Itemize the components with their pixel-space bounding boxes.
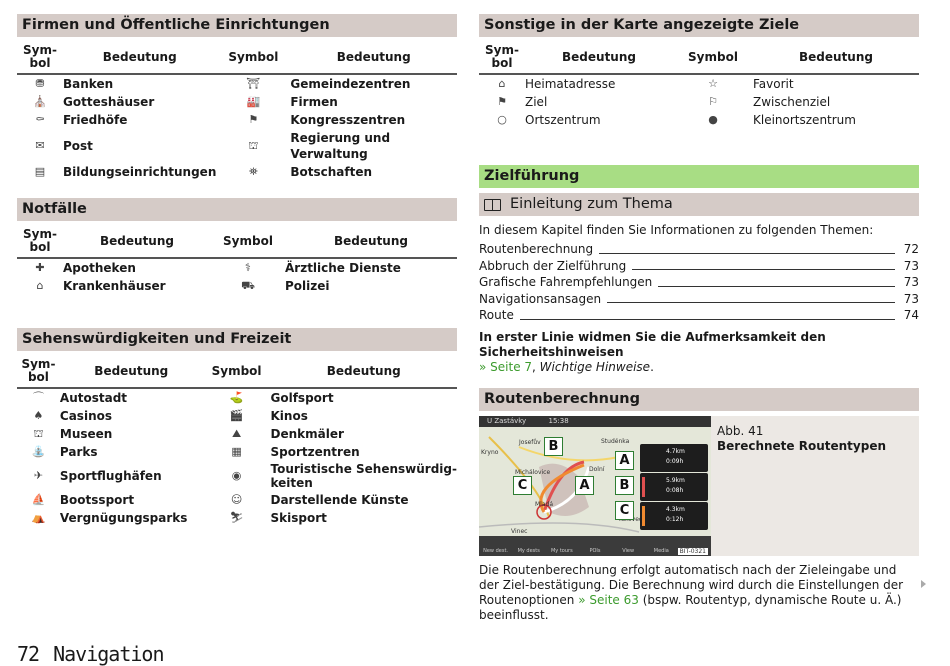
meaning: Casinos [59,409,112,423]
meaning: Polizei [285,279,330,293]
intro-title: Einleitung zum Thema [510,196,673,212]
col-bedeutung: Bedeutung [525,43,673,74]
figure-code: BIT-0321 [679,547,706,555]
table-row [17,443,457,461]
boat-icon: ⛵ [31,493,46,506]
congress-flags-icon: ⚑ [248,113,259,126]
nav-screenshot [479,416,711,556]
small-town-center-icon: ● [708,113,718,126]
col-bedeutung-2: Bedeutung [271,357,458,388]
cinema-icon: 🎬 [229,409,244,422]
col-symbol-2: Symbol [673,43,753,74]
callout-b: B [544,437,563,456]
meaning: Denkmäler [270,427,344,441]
meaning: Kinos [270,409,308,423]
meaning: Sportzentren [270,445,360,459]
meaning: Gotteshäuser [63,95,155,109]
waypoint-flag-icon: ⚐ [708,95,718,108]
church-icon: ⛪ [33,95,47,108]
meaning: Firmen [290,95,338,109]
col-bedeutung: Bedeutung [63,43,216,74]
route-c[interactable] [640,502,708,530]
page-footer [17,642,164,666]
nav-button-bar [479,536,711,556]
meaning: Skisport [270,511,327,525]
meaning: Gemeindezentren [290,77,411,91]
toc-label: Abbruch der Zielführung [479,258,627,273]
my-dests-button[interactable]: My dests [517,547,540,554]
section-title: Sehenswürdigkeiten und Freizeit [17,328,457,351]
toc-label: Route [479,308,514,322]
figure-label: Abb. 41 [717,423,764,438]
education-icon: ▤ [34,165,46,178]
park-icon: ⛲ [31,445,46,458]
toc-list [479,241,919,324]
page-number: 72 [17,642,40,666]
meaning: Vergnügungsparks [59,511,188,525]
table-row [17,93,457,111]
section-firmen [17,14,457,198]
section-title: Sonstige in der Karte angezeigte Ziele [479,14,919,37]
meaning: Banken [63,77,114,91]
toc-page: 73 [903,258,919,273]
section-title: Notfälle [17,198,457,221]
meaning: Ärztliche Dienste [285,261,401,275]
map-label: Studénka [601,437,630,445]
meaning: Kongresszentren [290,113,406,127]
meaning: Botschaften [290,165,373,179]
map-label: Mladá [535,500,554,508]
routen-link[interactable]: » Seite 63 [578,592,639,607]
table-row [17,388,457,407]
theater-icon: ☺ [230,493,243,506]
meaning: Parks [59,445,98,459]
mail-icon: ✉ [35,139,45,152]
col-bedeutung: Bedeutung [60,357,203,388]
cemetery-icon: ⚰ [35,113,45,126]
col-bedeutung-2: Bedeutung [285,227,457,258]
section-notfaelle [17,198,457,328]
col-bedeutung-2: Bedeutung [753,43,919,74]
chapter-title: Zielführung [479,165,919,188]
callout-a: A [575,476,594,495]
table-row [479,74,919,93]
table-row [17,509,457,527]
toc-item[interactable] [479,274,919,291]
routen-text-1: Die Routenberechnung erfolgt automatisch nach der Zieleingabe und der Ziel-bestätigung. Die Berechnung wird durch die Einstellungen der Routenoptionen [479,562,904,607]
hospital-icon: ⌂ [36,279,44,292]
col-symbol-2: Symbol [211,227,285,258]
toc-page: 73 [903,275,919,289]
col-bedeutung: Bedeutung [63,227,211,258]
meaning: Touristische Sehenswürdig- keiten [270,462,457,490]
section-sehenswuerdigkeiten [17,328,457,527]
media-button[interactable]: Media [653,547,669,554]
toc-page: 72 [903,242,919,256]
meaning: Friedhöfe [63,113,128,127]
right-column [479,14,919,623]
table-row [17,425,457,443]
meaning: Bootssport [59,493,135,507]
intro-text: In diesem Kapitel finden Sie Informationen zu folgenden Themen: [479,223,874,237]
map-label: Josefův [519,438,541,446]
airfield-icon: ✈ [33,469,44,482]
toc-item[interactable] [479,241,919,258]
symbol-table [17,43,457,181]
map-label: Kryno [481,448,499,456]
status-bar [479,416,711,427]
table-row [479,111,919,129]
ski-icon: ⛷ [229,511,244,524]
table-row [17,111,457,129]
toc-label: Routenberechnung [479,242,594,256]
table-row [17,491,457,509]
figure-caption [711,416,892,556]
toc-item[interactable] [479,291,919,308]
safety-note: In erster Linie widmen Sie die Aufmerksamkeit den Sicherheitshinweisen » Seite 7, Wichtige Hinweise. [479,329,826,374]
monument-icon: ⛰ [231,427,242,440]
routen-text [479,563,919,623]
col-symbol: Sym- bol [17,357,60,388]
symbol-table [17,357,457,527]
meaning: Bildungseinrichtungen [63,165,217,179]
meaning: Museen [59,427,113,441]
museum-icon: ⛫ [33,427,44,440]
col-symbol: Sym- bol [17,43,63,74]
route-time: 0:08h [666,486,684,494]
new-dest-button[interactable]: New dest. [483,547,509,554]
town-center-icon: ○ [497,113,507,126]
pois-button[interactable]: POIs [589,547,601,554]
section-title: Firmen und Öffentliche Einrichtungen [17,14,457,37]
destination-flag-icon: ⚑ [497,95,507,108]
route-time: 0:09h [666,457,684,465]
toc-page: 74 [903,308,919,322]
government-icon: ⛫ [248,139,259,152]
routen-text-2: (bspw. Routentyp, dynamische Route u. Ä.) beeinflusst. [479,592,902,622]
section-sonstige [479,14,919,165]
amusement-park-icon: ⛺ [31,511,46,524]
meaning: Krankenhäuser [63,279,166,293]
note-bold: In erster Linie widmen Sie die Aufmerksamkeit den Sicherheitshinweisen [479,329,826,359]
map-label: Vinec [511,527,528,535]
police-icon: ⛟ [241,279,255,292]
sports-center-icon: ▦ [231,445,242,458]
view-button[interactable]: View [622,547,635,554]
bank-icon: ⛃ [35,77,45,90]
meaning: Regierung und Verwaltung [290,131,391,161]
meaning: Apotheken [63,261,136,275]
pharmacy-icon: ✚ [35,261,45,274]
meaning: Autostadt [59,391,128,405]
embassy-icon: ⛯ [248,165,258,178]
col-symbol: Sym- bol [17,227,63,258]
note-link[interactable]: » Seite 7 [479,359,533,374]
meaning: Kleinortszentrum [753,113,856,127]
route-dist: 5.9km [666,476,685,484]
meaning: Golfsport [270,391,334,405]
callout-c: C [615,501,634,520]
table-row [17,129,457,163]
callout-b: B [615,476,634,495]
community-center-icon: ⛩ [246,77,261,90]
figure-title: Berechnete Routentypen [717,438,887,453]
col-bedeutung-2: Bedeutung [290,43,457,74]
table-row [17,277,457,295]
callout-c: C [513,476,532,495]
col-symbol-2: Symbol [203,357,271,388]
chapter-name: Navigation [53,642,164,666]
continue-arrow-icon [921,580,926,588]
note-italic: Wichtige Hinweise [539,359,651,374]
medical-icon: ⚕ [245,261,251,274]
book-icon [484,199,502,211]
autocity-icon: ⌒ [32,391,44,404]
golf-icon: ⛳ [229,391,244,404]
toc-item[interactable] [479,258,919,275]
map-label: Michálovice [515,468,551,476]
intro-heading [479,193,919,216]
table-row [479,93,919,111]
route-dist: 4.7km [666,447,685,455]
route-a[interactable] [640,444,708,472]
table-row [17,258,457,277]
clock: 15:38 [548,416,569,425]
symbol-table [17,227,457,295]
casino-icon: ♠ [33,409,44,422]
route-b[interactable] [640,473,708,501]
factory-icon: 🏭 [246,95,261,108]
table-row [17,407,457,425]
meaning: Favorit [753,77,794,91]
map-label: Dolní [589,465,605,473]
meaning: Ortszentrum [525,113,601,127]
toc-label: Grafische Fahrempfehlungen [479,275,653,289]
star-icon: ☆ [708,77,718,90]
symbol-table [479,43,919,129]
route-dist: 4.3km [666,505,685,513]
toc-item[interactable] [479,307,919,324]
callout-a: A [615,451,634,470]
col-symbol: Sym- bol [479,43,525,74]
table-row [17,163,457,181]
table-row [17,74,457,93]
section-title: Routenberechnung [479,388,919,411]
meaning: Zwischenziel [753,95,831,109]
meaning: Sportflughäfen [59,469,162,483]
route-time: 0:12h [666,515,684,523]
meaning: Post [63,139,93,153]
meaning: Heimatadresse [525,77,616,91]
meaning: Ziel [525,95,548,109]
left-column [17,14,457,527]
figure [479,416,919,556]
toc-page: 73 [903,291,919,306]
place-name: U Zastávky [487,416,527,425]
col-symbol-2: Symbol [216,43,290,74]
home-icon: ⌂ [498,77,506,90]
table-row [17,461,457,491]
my-tours-button[interactable]: My tours [550,547,573,554]
sightseeing-icon: ◉ [231,469,242,482]
toc-label: Navigationsansagen [479,291,602,306]
meaning: Darstellende Künste [270,493,409,507]
